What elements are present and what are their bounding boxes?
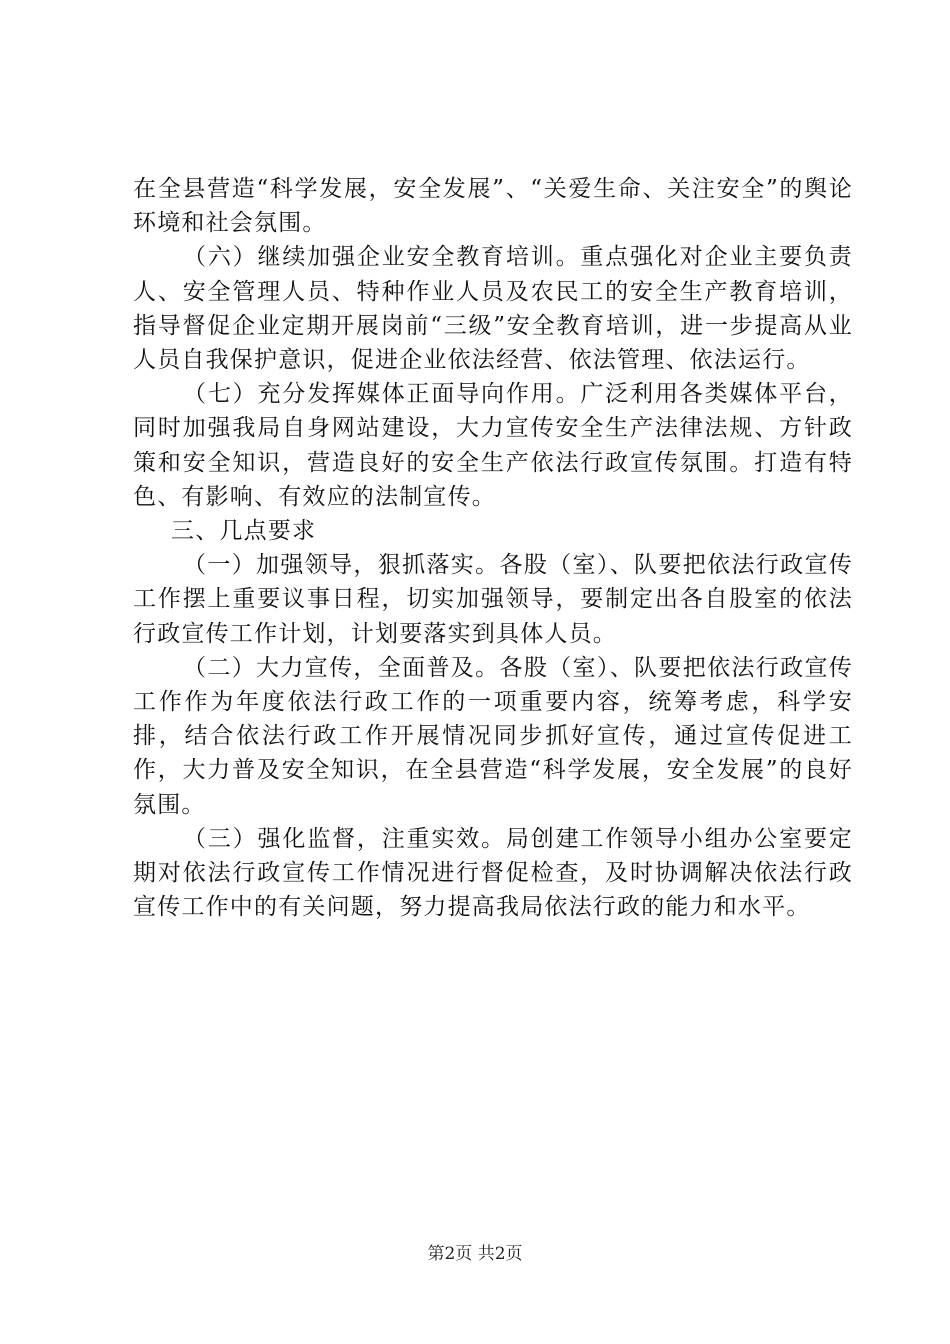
paragraph-requirement-1: （一）加强领导，狠抓落实。各股（室）、队要把依法行政宣传工作摆上重要议事日程，切实加强领导，要制定出各自股室的依法行政宣传工作计划，计划要落实到具体人员。 — [133, 552, 853, 647]
paragraph-item-7: （七）充分发挥媒体正面导向作用。广泛利用各类媒体平台，同时加强我局自身网站建设，大力宣传安全生产法律法规、方针政策和安全知识，营造良好的安全生产依法行政宣传氛围。打造有特色、有影响、有效应的法制宣传。 — [133, 381, 853, 510]
paragraph-item-6: （六）继续加强企业安全教育培训。重点强化对企业主要负责人、安全管理人员、特种作业人员及农民工的安全生产教育培训，指导督促企业定期开展岗前“三级”安全教育培训，进一步提高从业人员自我保护意识，促进企业依法经营、依法管理、依法运行。 — [133, 244, 853, 374]
paragraph-continuation: 在全县营造“科学发展，安全发展”、“关爱生命、关注安全”的舆论环境和社会氛围。 — [133, 176, 853, 237]
page-number-label: 第2页 共2页 — [427, 1244, 523, 1264]
section-heading-requirements: 三、几点要求 — [171, 518, 317, 545]
document-body — [133, 172, 853, 924]
paragraph-requirement-2: （二）大力宣传，全面普及。各股（室）、队要把依法行政宣传工作作为年度依法行政工作的一项重要内容，统筹考虑，科学安排，结合依法行政工作开展情况同步抓好宣传，通过宣传促进工作，大力普及安全知识，在全县营造“科学发展，安全发展”的良好氛围。 — [133, 654, 853, 818]
paragraph-requirement-3: （三）强化监督，注重实效。局创建工作领导小组办公室要定期对依法行政宣传工作情况进行督促检查，及时协调解决依法行政宣传工作中的有关问题，努力提高我局依法行政的能力和水平。 — [133, 825, 853, 921]
page-footer — [0, 1242, 950, 1266]
